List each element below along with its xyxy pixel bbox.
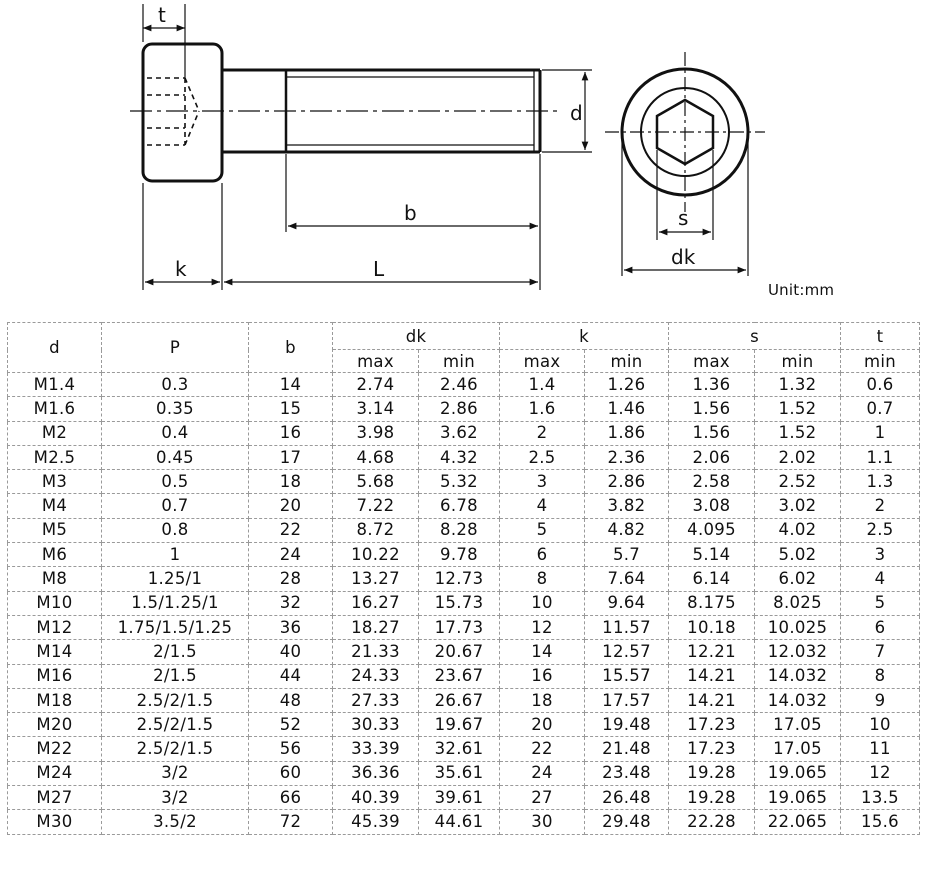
table-cell: 6.14	[669, 567, 755, 591]
table-cell: 9	[841, 688, 920, 712]
table-cell: 8.025	[755, 591, 841, 615]
table-cell: M2	[8, 421, 102, 445]
table-cell: 14.21	[669, 688, 755, 712]
table-cell: 9.78	[419, 543, 500, 567]
table-cell: 2.5/2/1.5	[102, 713, 249, 737]
table-cell: 4.095	[669, 518, 755, 542]
table-cell: 14.032	[755, 664, 841, 688]
table-cell: 7.64	[585, 567, 669, 591]
table-cell: 2.5/2/1.5	[102, 688, 249, 712]
table-cell: 3.14	[333, 397, 419, 421]
table-cell: 1.5/1.25/1	[102, 591, 249, 615]
table-cell: 66	[249, 786, 333, 810]
header-d: d	[8, 323, 102, 373]
table-cell: 7.22	[333, 494, 419, 518]
table-cell: 19.28	[669, 761, 755, 785]
table-cell: 1	[841, 421, 920, 445]
table-cell: M3	[8, 470, 102, 494]
table-row	[8, 688, 920, 712]
table-cell: 1.26	[585, 373, 669, 397]
table-cell: 2.02	[755, 445, 841, 469]
b-label: b	[404, 201, 417, 225]
table-cell: 17.05	[755, 713, 841, 737]
table-cell: M24	[8, 761, 102, 785]
header-s-max: max	[669, 350, 755, 373]
table-cell: 4.02	[755, 518, 841, 542]
table-row	[8, 470, 920, 494]
table-cell: 27	[500, 786, 585, 810]
table-cell: 16.27	[333, 591, 419, 615]
table-cell: 8.28	[419, 518, 500, 542]
table-cell: M14	[8, 640, 102, 664]
table-cell: 18	[500, 688, 585, 712]
table-cell: M10	[8, 591, 102, 615]
table-cell: 22.28	[669, 810, 755, 834]
table-cell: M30	[8, 810, 102, 834]
side-dimensions	[143, 4, 592, 290]
table-cell: 32.61	[419, 737, 500, 761]
screw-side-view	[130, 44, 560, 181]
header-k-max: max	[500, 350, 585, 373]
table-cell: 5	[500, 518, 585, 542]
table-cell: 17.57	[585, 688, 669, 712]
table-cell: 19.065	[755, 761, 841, 785]
t-label: t	[158, 3, 166, 27]
table-cell: 1.52	[755, 397, 841, 421]
table-cell: 14.21	[669, 664, 755, 688]
table-cell: 12.032	[755, 640, 841, 664]
table-cell: 24	[500, 761, 585, 785]
table-cell: 3/2	[102, 786, 249, 810]
table-row	[8, 543, 920, 567]
table-cell: 2/1.5	[102, 640, 249, 664]
table-row	[8, 421, 920, 445]
table-cell: 12.57	[585, 640, 669, 664]
table-cell: 45.39	[333, 810, 419, 834]
table-cell: 10.22	[333, 543, 419, 567]
table-cell: 30.33	[333, 713, 419, 737]
table-cell: 12.21	[669, 640, 755, 664]
table-cell: 2	[841, 494, 920, 518]
table-row	[8, 445, 920, 469]
table-cell: 2.5/2/1.5	[102, 737, 249, 761]
table-row	[8, 591, 920, 615]
header-s: s	[669, 323, 841, 350]
table-cell: 14	[249, 373, 333, 397]
table-cell: 10	[841, 713, 920, 737]
table-cell: 4.68	[333, 445, 419, 469]
table-cell: 0.6	[841, 373, 920, 397]
table-cell: 1.75/1.5/1.25	[102, 615, 249, 639]
table-cell: 17.23	[669, 737, 755, 761]
table-cell: 15.6	[841, 810, 920, 834]
table-row	[8, 494, 920, 518]
table-cell: 1.4	[500, 373, 585, 397]
table-cell: 17.73	[419, 615, 500, 639]
table-cell: 3/2	[102, 761, 249, 785]
table-cell: M8	[8, 567, 102, 591]
table-cell: 28	[249, 567, 333, 591]
table-cell: 3	[500, 470, 585, 494]
table-cell: 36.36	[333, 761, 419, 785]
table-cell: 5.32	[419, 470, 500, 494]
table-cell: M16	[8, 664, 102, 688]
table-cell: 16	[249, 421, 333, 445]
table-cell: 15	[249, 397, 333, 421]
table-cell: 4	[841, 567, 920, 591]
table-cell: 19.065	[755, 786, 841, 810]
table-cell: 2.52	[755, 470, 841, 494]
table-cell: 4	[500, 494, 585, 518]
header-k: k	[500, 323, 669, 350]
table-cell: 72	[249, 810, 333, 834]
table-cell: 40	[249, 640, 333, 664]
table-cell: 24	[249, 543, 333, 567]
table-cell: 48	[249, 688, 333, 712]
table-cell: 22	[500, 737, 585, 761]
table-cell: M20	[8, 713, 102, 737]
table-row	[8, 567, 920, 591]
table-cell: 1.36	[669, 373, 755, 397]
table-cell: 16	[500, 664, 585, 688]
table-cell: M12	[8, 615, 102, 639]
table-cell: 33.39	[333, 737, 419, 761]
table-cell: 0.45	[102, 445, 249, 469]
table-cell: 13.5	[841, 786, 920, 810]
table-cell: 23.67	[419, 664, 500, 688]
header-s-min: min	[755, 350, 841, 373]
table-cell: 15.73	[419, 591, 500, 615]
header-k-min: min	[585, 350, 669, 373]
table-cell: 11.57	[585, 615, 669, 639]
table-cell: 18	[249, 470, 333, 494]
table-cell: 3	[841, 543, 920, 567]
header-t-min: min	[841, 350, 920, 373]
table-cell: M27	[8, 786, 102, 810]
table-cell: 4.82	[585, 518, 669, 542]
table-cell: 44.61	[419, 810, 500, 834]
table-cell: 0.3	[102, 373, 249, 397]
table-cell: 5.7	[585, 543, 669, 567]
table-cell: 1.56	[669, 421, 755, 445]
table-cell: 52	[249, 713, 333, 737]
table-cell: 30	[500, 810, 585, 834]
table-cell: M6	[8, 543, 102, 567]
table-cell: 1.25/1	[102, 567, 249, 591]
table-cell: 2.36	[585, 445, 669, 469]
table-cell: 26.48	[585, 786, 669, 810]
table-cell: 1.56	[669, 397, 755, 421]
table-cell: 2.46	[419, 373, 500, 397]
header-p: P	[102, 323, 249, 373]
table-cell: 2.86	[419, 397, 500, 421]
table-cell: 0.5	[102, 470, 249, 494]
table-cell: 5.14	[669, 543, 755, 567]
table-cell: 4.32	[419, 445, 500, 469]
table-cell: 6	[841, 615, 920, 639]
table-cell: 1.52	[755, 421, 841, 445]
table-cell: 8.72	[333, 518, 419, 542]
table-cell: 6	[500, 543, 585, 567]
header-b: b	[249, 323, 333, 373]
screw-drawing-svg	[0, 0, 925, 300]
table-cell: 39.61	[419, 786, 500, 810]
header-dk: dk	[333, 323, 500, 350]
unit-label: Unit:mm	[768, 281, 835, 299]
table-cell: 5.02	[755, 543, 841, 567]
screw-technical-drawing	[0, 0, 925, 300]
table-cell: 2/1.5	[102, 664, 249, 688]
table-cell: 24.33	[333, 664, 419, 688]
table-cell: 0.7	[102, 494, 249, 518]
table-row	[8, 786, 920, 810]
k-label: k	[175, 257, 187, 281]
table-cell: 20	[500, 713, 585, 737]
table-cell: 60	[249, 761, 333, 785]
table-cell: 0.35	[102, 397, 249, 421]
d-label: d	[570, 101, 583, 125]
table-row	[8, 761, 920, 785]
table-cell: 29.48	[585, 810, 669, 834]
table-cell: 17.23	[669, 713, 755, 737]
table-cell: 6.78	[419, 494, 500, 518]
table-cell: 5	[841, 591, 920, 615]
table-cell: 17	[249, 445, 333, 469]
table-cell: 14	[500, 640, 585, 664]
s-label: s	[678, 206, 689, 230]
table-cell: 18.27	[333, 615, 419, 639]
table-cell: 12	[500, 615, 585, 639]
table-cell: 2.74	[333, 373, 419, 397]
table-cell: 6.02	[755, 567, 841, 591]
table-cell: 11	[841, 737, 920, 761]
table-cell: 12	[841, 761, 920, 785]
table-row	[8, 615, 920, 639]
table-cell: 19.48	[585, 713, 669, 737]
table-cell: 2.5	[500, 445, 585, 469]
table-row	[8, 640, 920, 664]
table-cell: 22.065	[755, 810, 841, 834]
table-cell: 2.06	[669, 445, 755, 469]
table-cell: 0.7	[841, 397, 920, 421]
table-cell: 13.27	[333, 567, 419, 591]
table-cell: 20.67	[419, 640, 500, 664]
table-row	[8, 713, 920, 737]
table-cell: 56	[249, 737, 333, 761]
table-row	[8, 810, 920, 834]
table-cell: M4	[8, 494, 102, 518]
table-cell: 23.48	[585, 761, 669, 785]
table-cell: 1.46	[585, 397, 669, 421]
table-row	[8, 397, 920, 421]
table-cell: 8	[841, 664, 920, 688]
table-cell: 3.02	[755, 494, 841, 518]
table-cell: 21.33	[333, 640, 419, 664]
table-cell: 3.98	[333, 421, 419, 445]
header-dk-min: min	[419, 350, 500, 373]
table-cell: 20	[249, 494, 333, 518]
table-cell: 1.86	[585, 421, 669, 445]
table-cell: 3.5/2	[102, 810, 249, 834]
table-cell: 3.62	[419, 421, 500, 445]
table-row	[8, 518, 920, 542]
table-cell: M2.5	[8, 445, 102, 469]
header-t: t	[841, 323, 920, 350]
table-cell: 1.1	[841, 445, 920, 469]
table-cell: M22	[8, 737, 102, 761]
table-cell: 9.64	[585, 591, 669, 615]
table-cell: 19.67	[419, 713, 500, 737]
table-row	[8, 664, 920, 688]
table-cell: 44	[249, 664, 333, 688]
spec-table-body	[8, 373, 920, 835]
L-label: L	[373, 257, 385, 281]
table-cell: 36	[249, 615, 333, 639]
screw-end-view	[605, 52, 765, 276]
header-dk-max: max	[333, 350, 419, 373]
table-cell: 10	[500, 591, 585, 615]
table-cell: 3.82	[585, 494, 669, 518]
table-cell: 1.32	[755, 373, 841, 397]
table-cell: 12.73	[419, 567, 500, 591]
table-cell: 1.3	[841, 470, 920, 494]
table-cell: 14.032	[755, 688, 841, 712]
table-cell: M1.6	[8, 397, 102, 421]
screw-spec-table	[7, 322, 920, 835]
table-cell: 2.58	[669, 470, 755, 494]
table-cell: 40.39	[333, 786, 419, 810]
table-cell: M5	[8, 518, 102, 542]
table-cell: 5.68	[333, 470, 419, 494]
dk-label: dk	[671, 245, 696, 269]
table-cell: 2	[500, 421, 585, 445]
table-cell: 15.57	[585, 664, 669, 688]
table-cell: M18	[8, 688, 102, 712]
table-cell: 2.5	[841, 518, 920, 542]
table-cell: 10.025	[755, 615, 841, 639]
table-cell: M1.4	[8, 373, 102, 397]
table-row	[8, 737, 920, 761]
table-cell: 35.61	[419, 761, 500, 785]
table-cell: 22	[249, 518, 333, 542]
table-cell: 19.28	[669, 786, 755, 810]
table-cell: 8.175	[669, 591, 755, 615]
table-cell: 27.33	[333, 688, 419, 712]
table-cell: 32	[249, 591, 333, 615]
table-cell: 26.67	[419, 688, 500, 712]
table-cell: 10.18	[669, 615, 755, 639]
table-cell: 7	[841, 640, 920, 664]
table-cell: 17.05	[755, 737, 841, 761]
table-cell: 8	[500, 567, 585, 591]
table-cell: 1.6	[500, 397, 585, 421]
table-cell: 0.4	[102, 421, 249, 445]
table-cell: 2.86	[585, 470, 669, 494]
table-cell: 21.48	[585, 737, 669, 761]
table-cell: 3.08	[669, 494, 755, 518]
table-row	[8, 373, 920, 397]
table-cell: 1	[102, 543, 249, 567]
table-cell: 0.8	[102, 518, 249, 542]
